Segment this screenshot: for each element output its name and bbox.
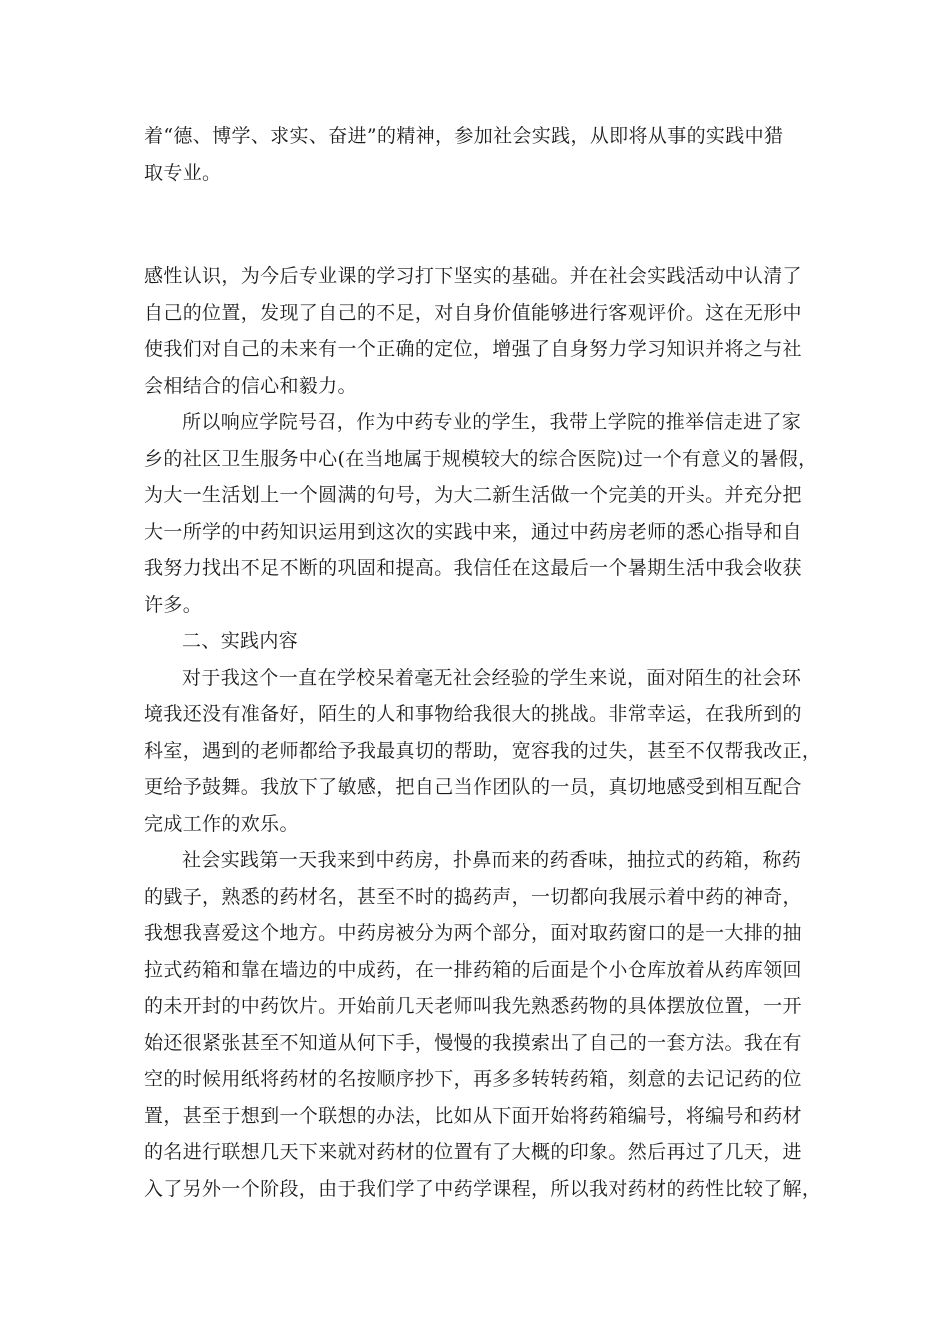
text-line: 我努力找出不足不断的巩固和提高。我信任在这最后一个暑期生活中我会收获: [144, 557, 802, 579]
paragraph-intro-continuation: [144, 118, 806, 191]
text-line: 对于我这个一直在学校呆着毫无社会经验的学生来说，面对陌生的社会环: [182, 666, 802, 689]
text-line: 空的时候用纸将药材的名按顺序抄下，再多多转转药箱，刻意的去记记药的位: [144, 1068, 802, 1090]
text-line: 社会实践第一天我来到中药房，扑鼻而来的药香味，抽拉式的药箱，称药: [182, 849, 802, 871]
text-line: 的戥子，熟悉的药材名，甚至不时的捣药声，一切都向我展示着中药的神奇，: [144, 885, 802, 908]
text-line: 科室，遇到的老师都给予我最真切的帮助，宽容我的过失，甚至不仅帮我改正，: [144, 739, 822, 762]
text-line: 使我们对自己的未来有一个正确的定位，增强了自身努力学习知识并将之与社: [144, 338, 802, 360]
text-line: 境我还没有准备好，陌生的人和事物给我很大的挑战。非常幸运，在我所到的: [144, 703, 802, 725]
text-line: 乡的社区卫生服务中心(在当地属于规模较大的综合医院)过一个有意义的暑假，: [144, 447, 818, 470]
text-line: 取专业。: [144, 161, 222, 184]
text-line: 大一所学的中药知识运用到这次的实践中来，通过中药房老师的悉心指导和自: [144, 520, 802, 543]
text-line: 拉式药箱和靠在墙边的中成药，在一排药箱的后面是个小仓库放着从药库领回: [144, 958, 802, 981]
text-line: 所以响应学院号召，作为中药专业的学生，我带上学院的推举信走进了家: [182, 411, 802, 433]
text-line: 我想我喜爱这个地方。中药房被分为两个部分，面对取药窗口的是一大排的抽: [144, 922, 802, 944]
text-line: 的未开封的中药饮片。开始前几天老师叫我先熟悉药物的具体摆放位置，一开: [144, 995, 802, 1017]
text-line: 会相结合的信心和毅力。: [144, 374, 357, 397]
text-line: 的名进行联想几天下来就对药材的位置有了大概的印象。然后再过了几天，进: [144, 1141, 802, 1163]
text-line: 感性认识，为今后专业课的学习打下坚实的基础。并在社会实践活动中认清了: [144, 265, 802, 287]
text-line: 完成工作的欢乐。: [144, 812, 299, 835]
section-heading: 二、实践内容: [182, 630, 299, 652]
text-line: 为大一生活划上一个圆满的句号，为大二新生活做一个完美的开头。并充分把: [144, 484, 802, 506]
text-line: 许多。: [144, 593, 203, 616]
text-line: 更给予鼓舞。我放下了敏感，把自己当作团队的一员，真切地感受到相互配合: [144, 776, 802, 798]
text-line: 着“德、博学、求实、奋进”的精神，参加社会实践，从即将从事的实践中猎: [144, 125, 784, 147]
text-line: 入了另外一个阶段，由于我们学了中药学课程，所以我对药材的药性比较了解，: [144, 1177, 822, 1200]
text-line: 始还很紧张甚至不知道从何下手，慢慢的我摸索出了自己的一套方法。我在有: [144, 1031, 802, 1054]
text-line: 置，甚至于想到一个联想的办法，比如从下面开始将药箱编号，将编号和药材: [144, 1104, 802, 1127]
body-text: [144, 258, 822, 1207]
text-line: 自己的位置，发现了自己的不足，对自身价值能够进行客观评价。这在无形中: [144, 301, 802, 324]
